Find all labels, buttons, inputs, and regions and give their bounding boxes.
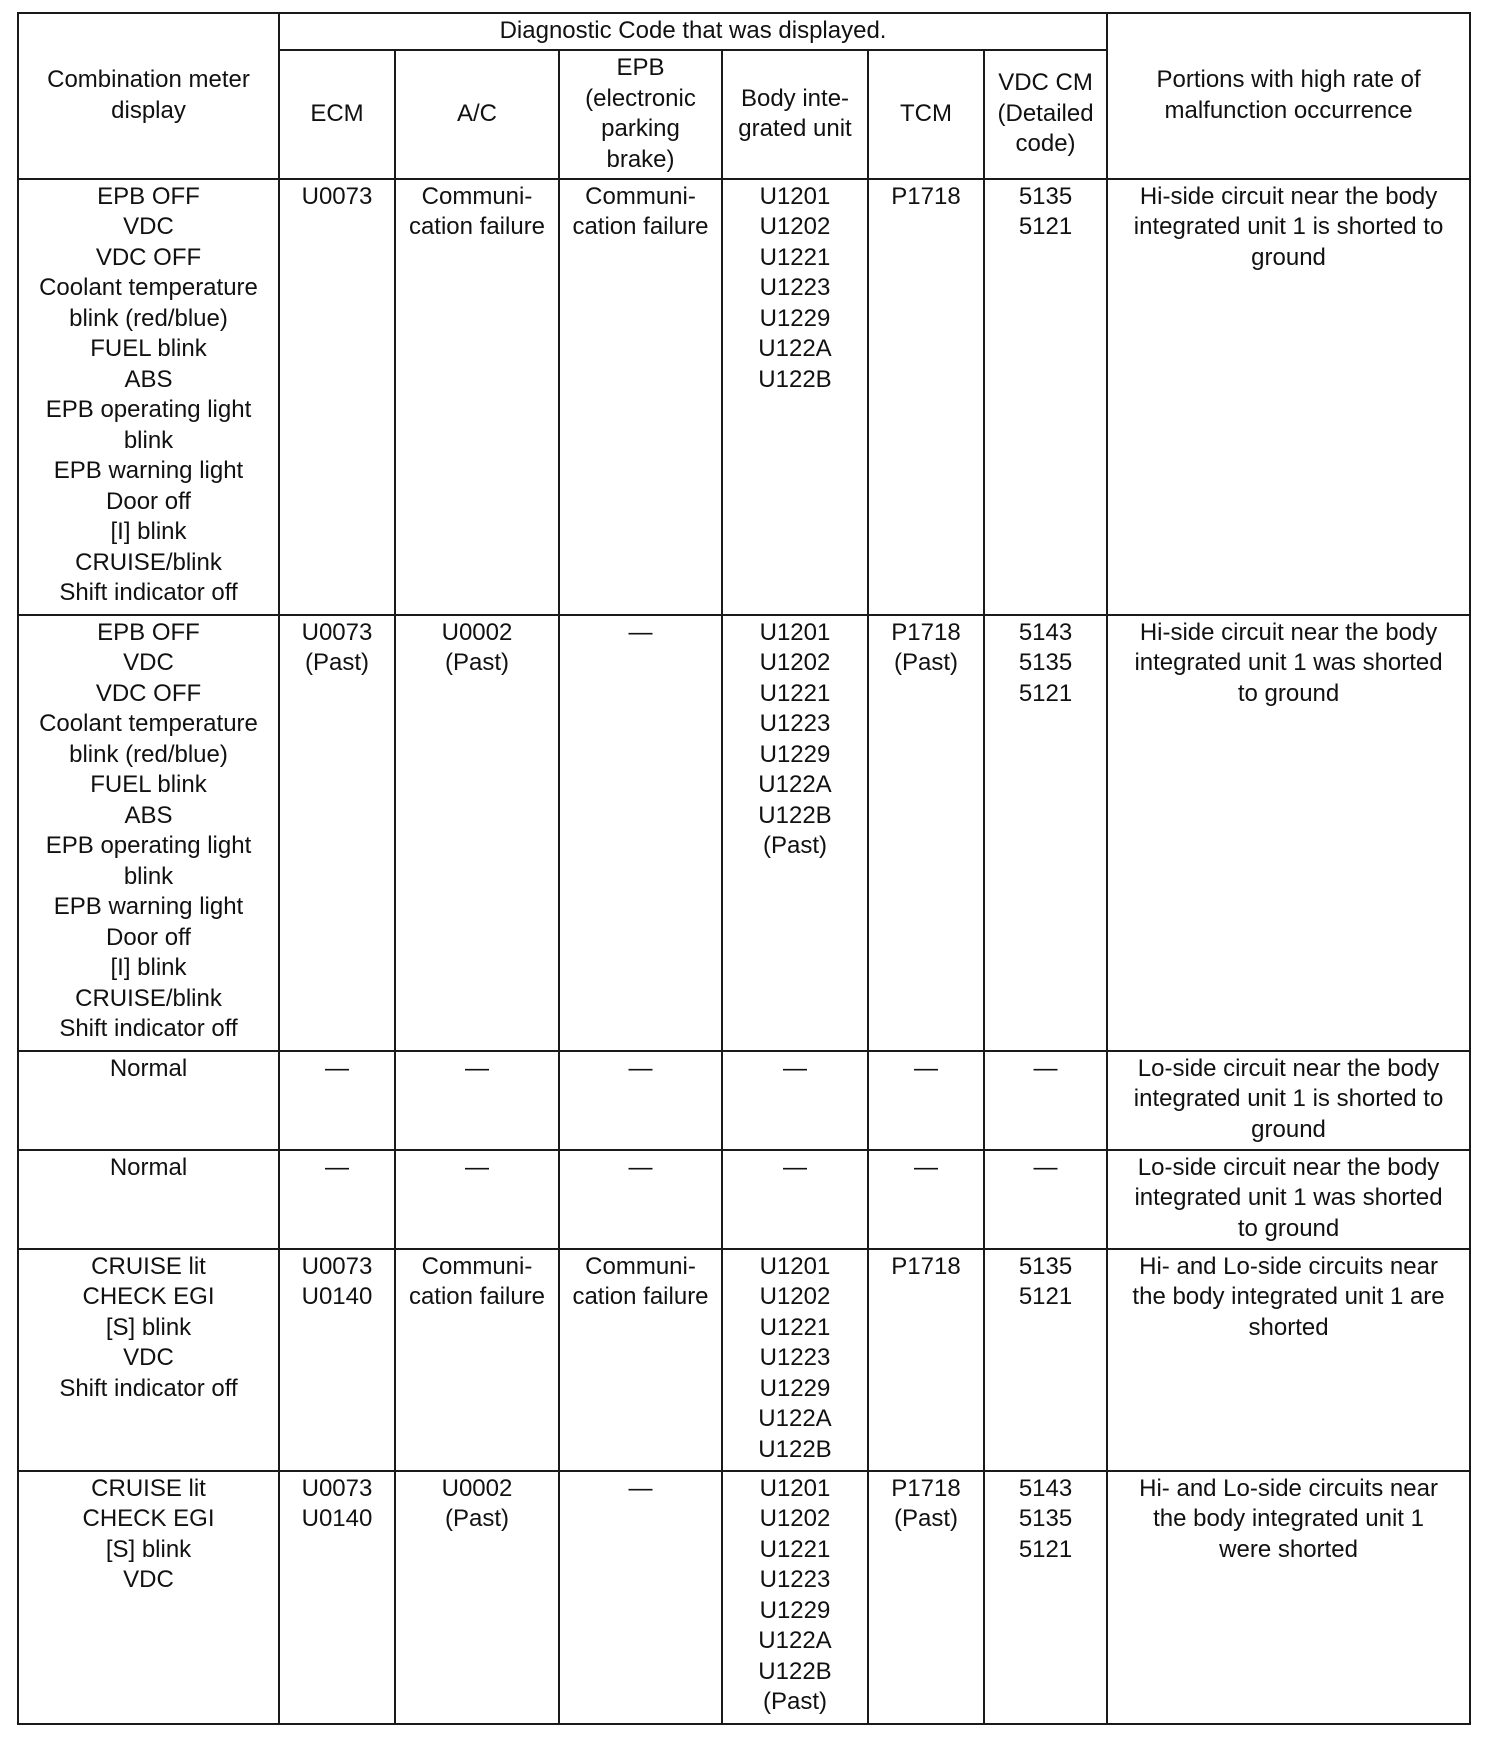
cell-vdc-cm: 5135 5121: [984, 179, 1107, 615]
cell-tcm: P1718: [868, 179, 984, 615]
cell-meter-display: Normal: [18, 1150, 279, 1249]
cell-epb: —: [559, 615, 722, 1051]
header-tcm: TCM: [868, 50, 984, 179]
cell-epb: —: [559, 1150, 722, 1249]
header-vdc-cm: VDC CM (Detailed code): [984, 50, 1107, 179]
cell-portions: Hi-side circuit near the body integrated unit 1 was shorted to ground: [1107, 615, 1470, 1051]
cell-meter-display: CRUISE lit CHECK EGI [S] blink VDC: [18, 1471, 279, 1724]
cell-tcm: P1718 (Past): [868, 1471, 984, 1724]
cell-tcm: P1718: [868, 1249, 984, 1471]
cell-portions: Hi- and Lo-side circuits near the body integrated unit 1 were shorted: [1107, 1471, 1470, 1724]
cell-meter-display: CRUISE lit CHECK EGI [S] blink VDC Shift indicator off: [18, 1249, 279, 1471]
cell-portions: Lo-side circuit near the body integrated unit 1 is shorted to ground: [1107, 1051, 1470, 1150]
table-row: [18, 615, 1470, 1051]
table-row: [18, 1150, 1470, 1249]
cell-vdc-cm: 5143 5135 5121: [984, 1471, 1107, 1724]
cell-vdc-cm: 5135 5121: [984, 1249, 1107, 1471]
header-body-integrated-unit: Body inte- grated unit: [722, 50, 868, 179]
table-row: [18, 1249, 1470, 1471]
cell-meter-display: Normal: [18, 1051, 279, 1150]
cell-body-integrated-unit: U1201 U1202 U1221 U1223 U1229 U122A U122B: [722, 179, 868, 615]
cell-body-integrated-unit: U1201 U1202 U1221 U1223 U1229 U122A U122B (Past): [722, 1471, 868, 1724]
cell-portions: Lo-side circuit near the body integrated unit 1 was shorted to ground: [1107, 1150, 1470, 1249]
cell-ac: —: [395, 1150, 559, 1249]
cell-ac: U0002 (Past): [395, 615, 559, 1051]
cell-ecm: U0073 (Past): [279, 615, 395, 1051]
cell-ecm: —: [279, 1150, 395, 1249]
cell-tcm: —: [868, 1150, 984, 1249]
cell-body-integrated-unit: —: [722, 1150, 868, 1249]
cell-epb: Communi- cation failure: [559, 1249, 722, 1471]
cell-meter-display: EPB OFF VDC VDC OFF Coolant temperature blink (red/blue) FUEL blink ABS EPB operating light blink EPB warning light Door off [I] blink CRUISE/blink Shift indicator off: [18, 615, 279, 1051]
header-combination-meter: Combination meter display: [18, 13, 279, 179]
table-row: [18, 1471, 1470, 1724]
cell-ecm: U0073: [279, 179, 395, 615]
cell-body-integrated-unit: —: [722, 1051, 868, 1150]
cell-body-integrated-unit: U1201 U1202 U1221 U1223 U1229 U122A U122B (Past): [722, 615, 868, 1051]
cell-vdc-cm: 5143 5135 5121: [984, 615, 1107, 1051]
cell-tcm: —: [868, 1051, 984, 1150]
cell-ecm: —: [279, 1051, 395, 1150]
cell-ac: Communi- cation failure: [395, 179, 559, 615]
cell-ac: Communi- cation failure: [395, 1249, 559, 1471]
cell-portions: Hi- and Lo-side circuits near the body integrated unit 1 are shorted: [1107, 1249, 1470, 1471]
cell-epb: Communi- cation failure: [559, 179, 722, 615]
diagnostic-table: [17, 12, 1471, 1725]
cell-epb: —: [559, 1051, 722, 1150]
cell-ac: U0002 (Past): [395, 1471, 559, 1724]
header-epb: EPB (electronic parking brake): [559, 50, 722, 179]
header-portions: Portions with high rate of malfunction occurrence: [1107, 13, 1470, 179]
cell-body-integrated-unit: U1201 U1202 U1221 U1223 U1229 U122A U122B: [722, 1249, 868, 1471]
header-ac: A/C: [395, 50, 559, 179]
cell-ecm: U0073 U0140: [279, 1249, 395, 1471]
cell-portions: Hi-side circuit near the body integrated unit 1 is shorted to ground: [1107, 179, 1470, 615]
cell-ac: —: [395, 1051, 559, 1150]
cell-ecm: U0073 U0140: [279, 1471, 395, 1724]
table-row: [18, 179, 1470, 615]
header-diagnostic-group: Diagnostic Code that was displayed.: [279, 13, 1107, 50]
cell-epb: —: [559, 1471, 722, 1724]
cell-vdc-cm: —: [984, 1150, 1107, 1249]
cell-tcm: P1718 (Past): [868, 615, 984, 1051]
header-ecm: ECM: [279, 50, 395, 179]
table-row: [18, 1051, 1470, 1150]
cell-vdc-cm: —: [984, 1051, 1107, 1150]
cell-meter-display: EPB OFF VDC VDC OFF Coolant temperature blink (red/blue) FUEL blink ABS EPB operating light blink EPB warning light Door off [I] blink CRUISE/blink Shift indicator off: [18, 179, 279, 615]
